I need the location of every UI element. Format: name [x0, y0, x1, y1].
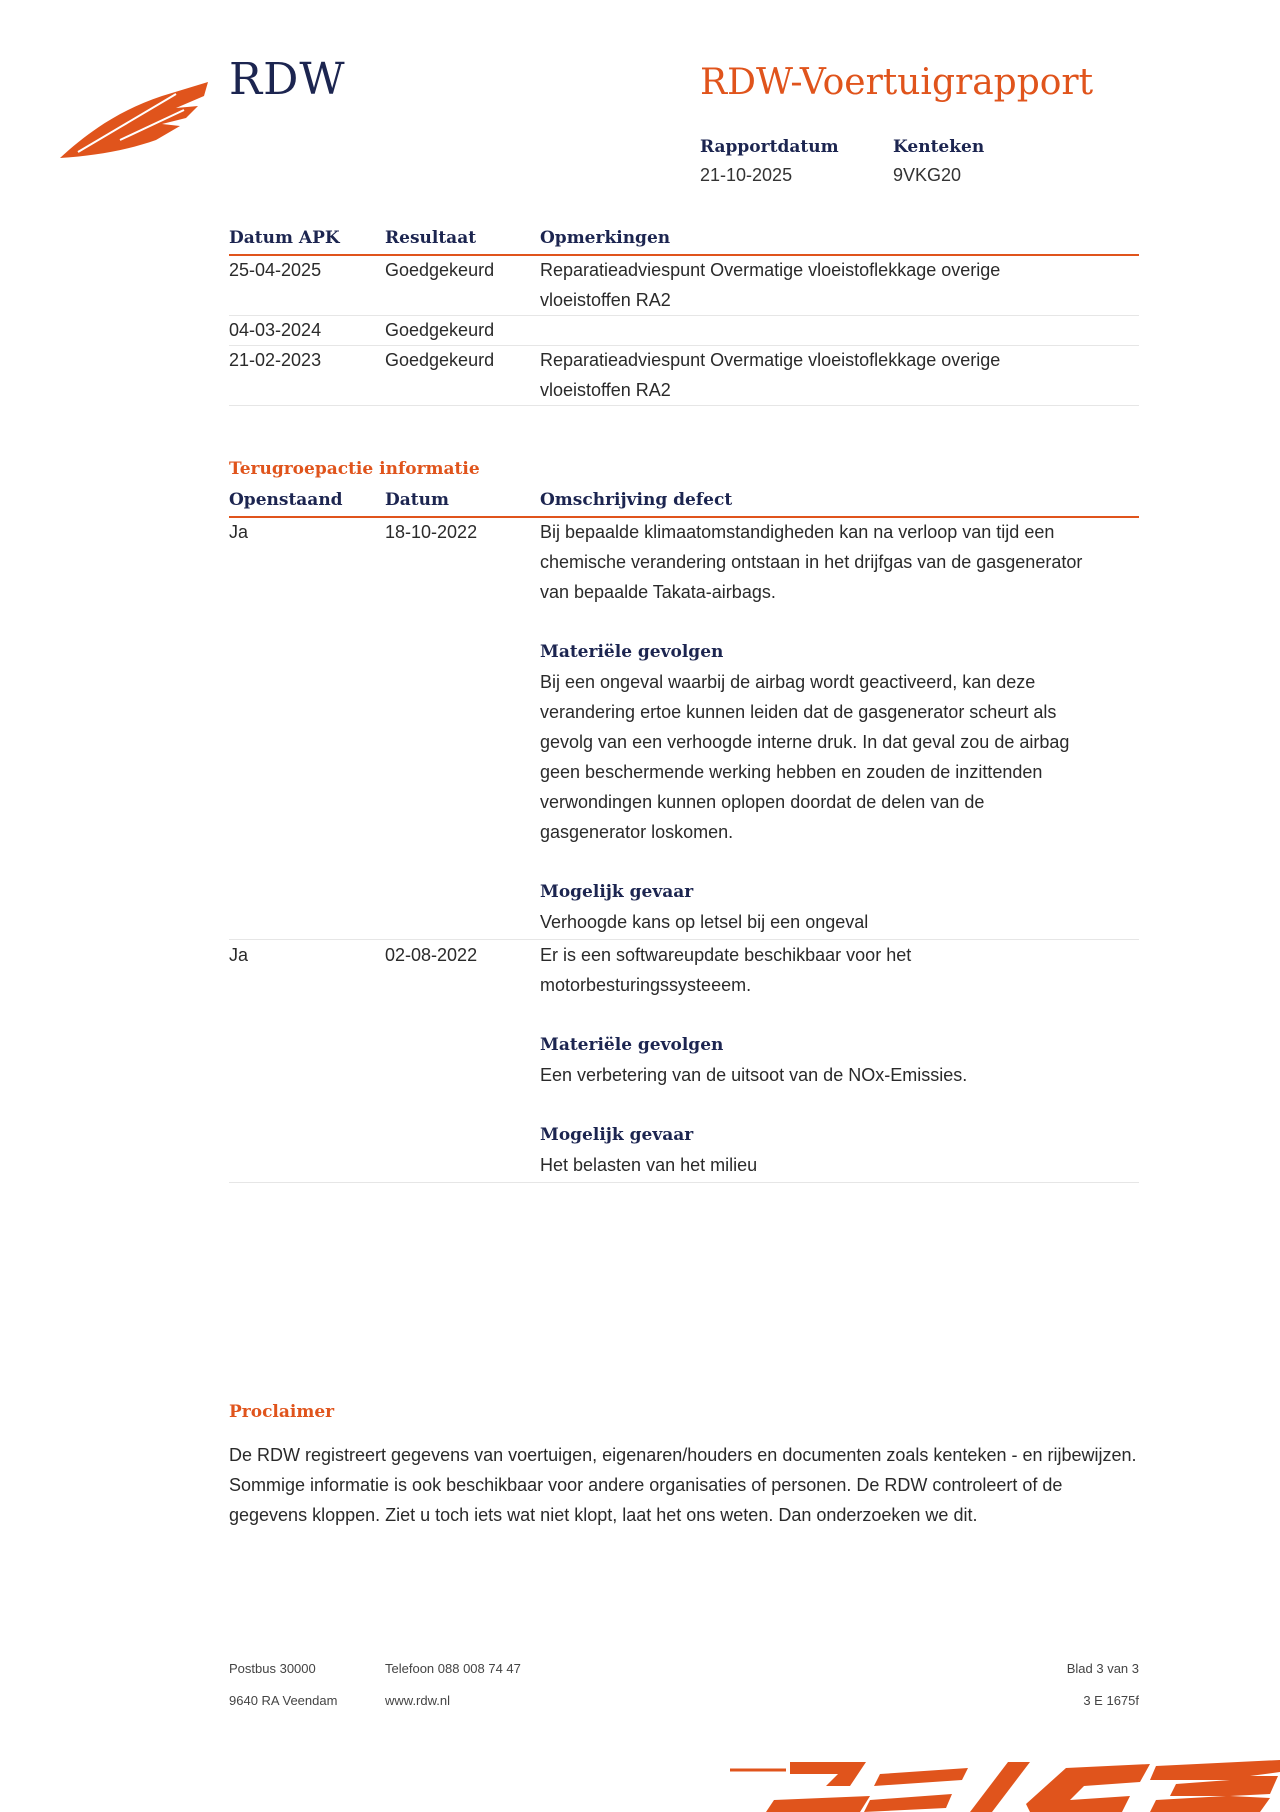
recall-col-description: Omschrijving defect — [540, 490, 733, 510]
report-date-block — [700, 137, 839, 186]
footer-website[interactable]: www.rdw.nl — [385, 1693, 451, 1708]
recall-row — [229, 940, 1139, 1183]
recall-col-date: Datum — [385, 490, 449, 510]
report-date-label: Rapportdatum — [700, 137, 839, 157]
apk-remark-line: Reparatieadviespunt Overmatige vloeistoflekkage overige — [540, 260, 1001, 280]
recall-table-header — [229, 486, 1139, 518]
proclaimer-title: Proclaimer — [229, 1402, 335, 1422]
apk-col-remarks: Opmerkingen — [540, 228, 671, 248]
apk-col-result: Resultaat — [385, 228, 477, 248]
consequence-line: Bij een ongeval waarbij de airbag wordt geactiveerd, kan deze — [540, 672, 1036, 692]
consequence-line: gevolg van een verhoogde interne druk. In dat geval zou de airbag — [540, 732, 1070, 752]
apk-result: Goedgekeurd — [385, 260, 495, 280]
recall-date: 02-08-2022 — [385, 945, 478, 965]
apk-table-header — [229, 224, 1139, 256]
recall-date: 18-10-2022 — [385, 522, 478, 542]
recall-description-line: motorbesturingssysteeem. — [540, 975, 752, 995]
recall-open: Ja — [229, 945, 249, 965]
recall-section-title: Terugroepactie informatie — [229, 459, 480, 479]
recall-description-line: chemische verandering ontstaan in het drijfgas van de gasgenerator — [540, 552, 1083, 572]
recall-row — [229, 517, 1139, 940]
consequence-line: geen beschermende werking hebben en zouden de inzittenden — [540, 762, 1043, 782]
plate-block — [893, 137, 984, 186]
footer-page-number: Blad 3 van 3 — [1066, 1661, 1139, 1676]
apk-date: 25-04-2025 — [229, 260, 322, 280]
apk-remark-line: vloeistoffen RA2 — [540, 290, 671, 310]
recall-description-line: Er is een softwareupdate beschikbaar voor het — [540, 945, 912, 965]
report-date-value: 21-10-2025 — [700, 165, 793, 185]
recall-description-block — [540, 517, 1140, 937]
consequence-heading: Materiële gevolgen — [540, 642, 724, 662]
table-row — [229, 315, 1139, 346]
rdw-logo-icon — [58, 80, 210, 160]
apk-date: 04-03-2024 — [229, 320, 322, 340]
danger-heading: Mogelijk gevaar — [540, 1125, 694, 1145]
plate-value: 9VKG20 — [893, 165, 962, 185]
recall-open: Ja — [229, 522, 249, 542]
recall-col-open: Openstaand — [229, 490, 343, 510]
footer-city: 9640 RA Veendam — [229, 1693, 338, 1708]
footer-phone: Telefoon 088 008 74 47 — [385, 1661, 521, 1676]
apk-remark — [540, 255, 1000, 315]
recall-description-line: Bij bepaalde klimaatomstandigheden kan na verloop van tijd een — [540, 522, 1055, 542]
recall-description-line: van bepaalde Takata-airbags. — [540, 582, 776, 602]
apk-remark — [540, 345, 1000, 405]
danger-text: Het belasten van het milieu — [540, 1155, 758, 1175]
plate-label: Kenteken — [893, 137, 985, 157]
apk-col-date: Datum APK — [229, 228, 340, 248]
footer-doc-code: 3 E 1675f — [1083, 1693, 1139, 1708]
consequence-line: verandering ertoe kunnen leiden dat de gasgenerator scheurt als — [540, 702, 1057, 722]
apk-date: 21-02-2023 — [229, 350, 322, 370]
consequence-line: gasgenerator loskomen. — [540, 822, 734, 842]
table-row — [229, 345, 1139, 406]
footer-postbus: Postbus 30000 — [229, 1661, 316, 1676]
consequence-line: Een verbetering van de uitsoot van de NOx-Emissies. — [540, 1065, 968, 1085]
apk-remark-line: Reparatieadviespunt Overmatige vloeistoflekkage overige — [540, 350, 1001, 370]
proclaimer-text: De RDW registreert gegevens van voertuigen, eigenaren/houders en documenten zoals kenteken - en rijbewijzen. Sommige informatie is ook beschikbaar voor andere organisaties of personen. De RDW controleert of de gegevens kloppen. Ziet u toch iets wat niet klopt, laat het ons weten. Dan onderzoeken we dit. — [229, 1445, 1137, 1525]
table-row — [229, 255, 1139, 316]
rdw-stripe-decoration-icon — [730, 1760, 1280, 1812]
document-title: RDW-Voertuigrapport — [700, 62, 1094, 103]
consequence-line: verwondingen kunnen oplopen doordat de delen van de — [540, 792, 985, 812]
recall-description-block — [540, 940, 1140, 1180]
apk-result: Goedgekeurd — [385, 320, 495, 340]
consequence-heading: Materiële gevolgen — [540, 1035, 724, 1055]
danger-text: Verhoogde kans op letsel bij een ongeval — [540, 912, 869, 932]
apk-result: Goedgekeurd — [385, 350, 495, 370]
apk-remark-line: vloeistoffen RA2 — [540, 380, 671, 400]
logo-text: RDW — [229, 54, 346, 105]
danger-heading: Mogelijk gevaar — [540, 882, 694, 902]
